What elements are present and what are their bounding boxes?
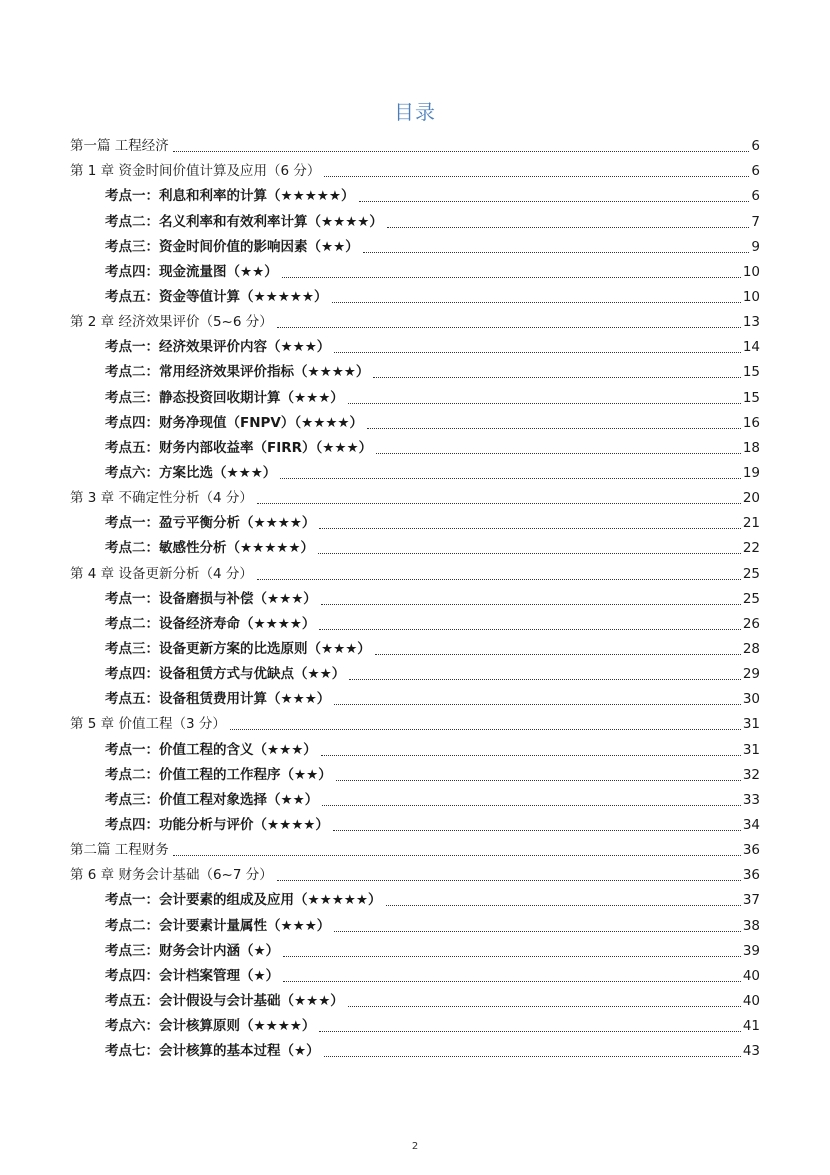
dot-leader xyxy=(318,553,741,554)
toc-entry-label: 第 4 章 设备更新分析（4 分） xyxy=(70,565,253,582)
dot-leader xyxy=(282,277,741,278)
toc-entry-topic[interactable] xyxy=(70,360,760,385)
toc-entry-label: 考点五：财务内部收益率（FIRR）（★★★） xyxy=(105,439,373,456)
toc-entry-page-number: 29 xyxy=(742,666,760,683)
dot-leader xyxy=(173,151,750,152)
toc-entry-page-number: 25 xyxy=(742,565,760,582)
toc-entry-label: 考点二：价值工程的工作程序（★★） xyxy=(105,766,332,783)
dot-leader xyxy=(277,327,741,328)
toc-entry-topic[interactable] xyxy=(70,913,760,938)
toc-entry-label: 考点二：设备经济寿命（★★★★） xyxy=(105,615,316,632)
toc-entry-page-number: 38 xyxy=(742,917,760,934)
dot-leader xyxy=(324,176,749,177)
toc-entry-topic[interactable] xyxy=(70,612,760,637)
toc-entry-chapter[interactable] xyxy=(70,134,760,159)
toc-entry-label: 考点五：会计假设与会计基础（★★★） xyxy=(105,992,344,1009)
toc-entry-topic[interactable] xyxy=(70,788,760,813)
toc-entry-page-number: 10 xyxy=(742,263,760,280)
dot-leader xyxy=(367,428,741,429)
toc-entry-page-number: 6 xyxy=(751,138,760,155)
dot-leader xyxy=(173,855,741,856)
page-title: 目录 xyxy=(394,100,436,124)
toc-entry-page-number: 33 xyxy=(742,791,760,808)
dot-leader xyxy=(348,403,741,404)
toc-entry-label: 考点一：盈亏平衡分析（★★★★） xyxy=(105,515,316,532)
toc-entry-page-number: 30 xyxy=(742,691,760,708)
toc-entry-topic[interactable] xyxy=(70,888,760,913)
toc-entry-page-number: 19 xyxy=(742,464,760,481)
toc-entry-page-number: 37 xyxy=(742,892,760,909)
toc-entry-label: 考点一：设备磨损与补偿（★★★） xyxy=(105,590,317,607)
toc-entry-label: 考点一：经济效果评价内容（★★★） xyxy=(105,339,331,356)
dot-leader xyxy=(277,880,741,881)
toc-entry-chapter[interactable] xyxy=(70,486,760,511)
toc-entry-topic[interactable] xyxy=(70,964,760,989)
dot-leader xyxy=(324,1056,741,1057)
toc-entry-topic[interactable] xyxy=(70,687,760,712)
dot-leader xyxy=(349,679,741,680)
dot-leader xyxy=(321,604,741,605)
dot-leader xyxy=(386,905,741,906)
toc-entry-page-number: 39 xyxy=(742,942,760,959)
toc-entry-topic[interactable] xyxy=(70,637,760,662)
dot-leader xyxy=(257,579,741,580)
toc-entry-page-number: 15 xyxy=(742,389,760,406)
dot-leader xyxy=(280,478,741,479)
toc-entry-label: 考点三：资金时间价值的影响因素（★★） xyxy=(105,238,359,255)
toc-entry-label: 考点七：会计核算的基本过程（★） xyxy=(105,1043,320,1060)
toc-entry-page-number: 18 xyxy=(742,439,760,456)
dot-leader xyxy=(348,1006,741,1007)
toc-entry-label: 第 3 章 不确定性分析（4 分） xyxy=(70,490,253,507)
toc-entry-topic[interactable] xyxy=(70,813,760,838)
toc-entry-label: 考点一：会计要素的组成及应用（★★★★★） xyxy=(105,892,382,909)
toc-entry-label: 考点六：会计核算原则（★★★★） xyxy=(105,1018,316,1035)
toc-entry-label: 第 1 章 资金时间价值计算及应用（6 分） xyxy=(70,163,321,180)
toc-entry-page-number: 6 xyxy=(751,188,760,205)
toc-entry-topic[interactable] xyxy=(70,209,760,234)
toc-entry-page-number: 21 xyxy=(742,515,760,532)
toc-entry-page-number: 20 xyxy=(742,490,760,507)
dot-leader xyxy=(319,1031,740,1032)
toc-entry-topic[interactable] xyxy=(70,1039,760,1064)
toc-entry-page-number: 40 xyxy=(742,967,760,984)
dot-leader xyxy=(283,981,741,982)
dot-leader xyxy=(283,956,741,957)
toc-entry-label: 考点四：现金流量图（★★） xyxy=(105,263,278,280)
toc-entry-page-number: 14 xyxy=(742,339,760,356)
toc-entry-topic[interactable] xyxy=(70,285,760,310)
dot-leader xyxy=(257,503,741,504)
toc-entry-chapter[interactable] xyxy=(70,159,760,184)
dot-leader xyxy=(319,528,740,529)
toc-entry-label: 考点二：敏感性分析（★★★★★） xyxy=(105,540,315,557)
dot-leader xyxy=(375,654,741,655)
toc-entry-page-number: 43 xyxy=(742,1043,760,1060)
toc-entry-label: 考点三：设备更新方案的比选原则（★★★） xyxy=(105,640,371,657)
toc-entry-label: 考点二：会计要素计量属性（★★★） xyxy=(105,917,331,934)
toc-entry-label: 考点二：名义利率和有效利率计算（★★★★） xyxy=(105,213,383,230)
toc-entry-chapter[interactable] xyxy=(70,310,760,335)
dot-leader xyxy=(230,729,741,730)
dot-leader xyxy=(336,780,741,781)
dot-leader xyxy=(334,931,741,932)
toc-entry-label: 考点三：价值工程对象选择（★★） xyxy=(105,791,319,808)
toc-entry-topic[interactable] xyxy=(70,436,760,461)
dot-leader xyxy=(334,704,741,705)
toc-entry-page-number: 31 xyxy=(742,741,760,758)
toc-entry-page-number: 40 xyxy=(742,992,760,1009)
dot-leader xyxy=(322,805,741,806)
toc-entry-label: 考点六：方案比选（★★★） xyxy=(105,464,277,481)
toc-entry-label: 考点一：利息和利率的计算（★★★★★） xyxy=(105,188,355,205)
toc-entry-topic[interactable] xyxy=(70,989,760,1014)
dot-leader xyxy=(359,201,750,202)
toc-entry-label: 考点四：会计档案管理（★） xyxy=(105,967,280,984)
table-of-contents xyxy=(70,134,760,1064)
toc-entry-label: 第 5 章 价值工程（3 分） xyxy=(70,716,226,733)
toc-entry-topic[interactable] xyxy=(70,235,760,260)
toc-entry-page-number: 6 xyxy=(751,163,760,180)
toc-entry-chapter[interactable] xyxy=(70,838,760,863)
toc-entry-page-number: 36 xyxy=(742,842,760,859)
dot-leader xyxy=(319,629,740,630)
dot-leader xyxy=(333,830,741,831)
toc-entry-page-number: 41 xyxy=(742,1018,760,1035)
dot-leader xyxy=(334,352,741,353)
dot-leader xyxy=(373,377,740,378)
toc-entry-label: 考点五：资金等值计算（★★★★★） xyxy=(105,288,328,305)
toc-entry-page-number: 26 xyxy=(742,615,760,632)
toc-entry-page-number: 22 xyxy=(742,540,760,557)
toc-entry-label: 考点四：财务净现值（FNPV）（★★★★） xyxy=(105,414,364,431)
dot-leader xyxy=(332,302,741,303)
toc-entry-topic[interactable] xyxy=(70,763,760,788)
toc-entry-topic[interactable] xyxy=(70,335,760,360)
toc-entry-page-number: 10 xyxy=(742,288,760,305)
toc-entry-topic[interactable] xyxy=(70,385,760,410)
toc-entry-topic[interactable] xyxy=(70,662,760,687)
dot-leader xyxy=(363,252,750,253)
toc-entry-page-number: 36 xyxy=(742,867,760,884)
toc-entry-label: 考点三：静态投资回收期计算（★★★） xyxy=(105,389,344,406)
toc-entry-label: 第 6 章 财务会计基础（6~7 分） xyxy=(70,867,273,884)
toc-entry-chapter[interactable] xyxy=(70,863,760,888)
toc-entry-page-number: 34 xyxy=(742,816,760,833)
toc-entry-label: 第一篇 工程经济 xyxy=(70,138,169,155)
toc-entry-topic[interactable] xyxy=(70,461,760,486)
toc-entry-chapter[interactable] xyxy=(70,561,760,586)
toc-entry-topic[interactable] xyxy=(70,737,760,762)
dot-leader xyxy=(376,453,741,454)
dot-leader xyxy=(321,755,741,756)
page-number: 2 xyxy=(411,1141,419,1152)
toc-entry-label: 第 2 章 经济效果评价（5~6 分） xyxy=(70,314,273,331)
toc-entry-label: 考点一：价值工程的含义（★★★） xyxy=(105,741,317,758)
toc-entry-label: 考点二：常用经济效果评价指标（★★★★） xyxy=(105,364,370,381)
toc-entry-topic[interactable] xyxy=(70,587,760,612)
toc-entry-topic[interactable] xyxy=(70,536,760,561)
toc-entry-label: 考点三：财务会计内涵（★） xyxy=(105,942,280,959)
toc-entry-page-number: 15 xyxy=(742,364,760,381)
toc-entry-page-number: 13 xyxy=(742,314,760,331)
toc-entry-topic[interactable] xyxy=(70,1014,760,1039)
dot-leader xyxy=(387,227,749,228)
toc-entry-page-number: 28 xyxy=(742,640,760,657)
toc-entry-topic[interactable] xyxy=(70,939,760,964)
toc-entry-page-number: 25 xyxy=(742,590,760,607)
toc-entry-page-number: 31 xyxy=(742,716,760,733)
toc-entry-label: 考点五：设备租赁费用计算（★★★） xyxy=(105,691,331,708)
toc-entry-chapter[interactable] xyxy=(70,712,760,737)
toc-entry-topic[interactable] xyxy=(70,411,760,436)
toc-entry-page-number: 16 xyxy=(742,414,760,431)
toc-entry-topic[interactable] xyxy=(70,260,760,285)
toc-entry-label: 考点四：设备租赁方式与优缺点（★★） xyxy=(105,666,346,683)
toc-entry-topic[interactable] xyxy=(70,511,760,536)
toc-entry-label: 考点四：功能分析与评价（★★★★） xyxy=(105,816,329,833)
toc-entry-page-number: 9 xyxy=(751,238,760,255)
toc-entry-page-number: 7 xyxy=(751,213,760,230)
toc-entry-label: 第二篇 工程财务 xyxy=(70,842,169,859)
toc-entry-page-number: 32 xyxy=(742,766,760,783)
toc-entry-topic[interactable] xyxy=(70,184,760,209)
